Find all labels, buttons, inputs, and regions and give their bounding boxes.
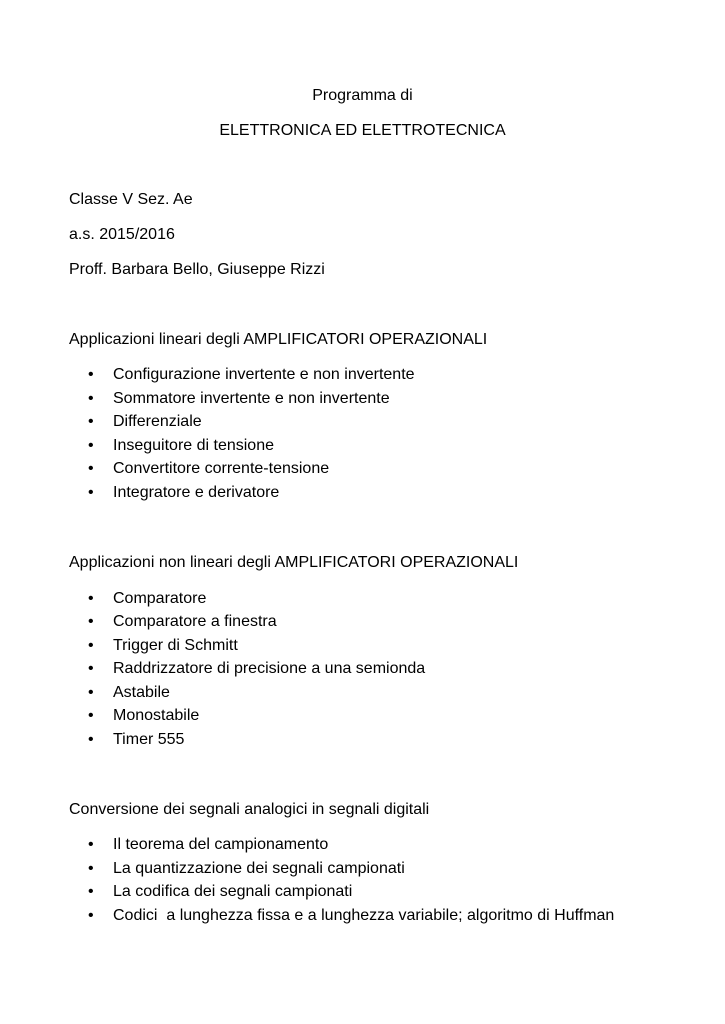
bullet-icon: • (88, 460, 94, 477)
list-item: • Codici a lunghezza fissa e a lunghezza variabile; algoritmo di Huffman (88, 907, 615, 924)
doc-title-line1: Programma di (312, 87, 413, 104)
section-heading-conversion: Conversione dei segnali analogici in segnali digitali (69, 801, 430, 818)
bullet-icon: • (88, 707, 94, 724)
list-item: • Convertitore corrente-tensione (88, 460, 330, 477)
list-item: • Astabile (88, 684, 170, 701)
list-item: • Monostabile (88, 707, 200, 724)
bullet-icon: • (88, 684, 94, 701)
list-item: • Trigger di Schmitt (88, 637, 238, 654)
list-item: • Integratore e derivatore (88, 484, 280, 501)
list-item: • Raddrizzatore di precisione a una semionda (88, 660, 426, 677)
list-item: • Differenziale (88, 413, 202, 430)
list-item: • Comparatore (88, 590, 207, 607)
school-year: a.s. 2015/2016 (69, 226, 175, 243)
class-info: Classe V Sez. Ae (69, 191, 193, 208)
list-item: • La codifica dei segnali campionati (88, 883, 353, 900)
doc-title-line2: ELETTRONICA ED ELETTROTECNICA (219, 122, 506, 139)
list-item: • Configurazione invertente e non invertente (88, 366, 415, 383)
bullet-icon: • (88, 366, 94, 383)
bullet-icon: • (88, 637, 94, 654)
list-item: • Sommatore invertente e non invertente (88, 390, 390, 407)
bullet-icon: • (88, 660, 94, 677)
bullet-icon: • (88, 590, 94, 607)
bullet-icon: • (88, 437, 94, 454)
bullet-icon: • (88, 907, 94, 924)
list-item: • Inseguitore di tensione (88, 437, 274, 454)
teachers: Proff. Barbara Bello, Giuseppe Rizzi (69, 261, 325, 278)
bullet-icon: • (88, 613, 94, 630)
list-item: • Comparatore a finestra (88, 613, 277, 630)
list-item: • Il teorema del campionamento (88, 836, 329, 853)
bullet-icon: • (88, 484, 94, 501)
section-heading-nonlinear: Applicazioni non lineari degli AMPLIFICATORI OPERAZIONALI (69, 554, 519, 571)
list-item: • La quantizzazione dei segnali campionati (88, 860, 405, 877)
list-item: • Timer 555 (88, 731, 185, 748)
bullet-icon: • (88, 883, 94, 900)
bullet-icon: • (88, 860, 94, 877)
bullet-icon: • (88, 731, 94, 748)
bullet-icon: • (88, 390, 94, 407)
bullet-icon: • (88, 836, 94, 853)
bullet-icon: • (88, 413, 94, 430)
section-heading-linear: Applicazioni lineari degli AMPLIFICATORI OPERAZIONALI (69, 331, 488, 348)
